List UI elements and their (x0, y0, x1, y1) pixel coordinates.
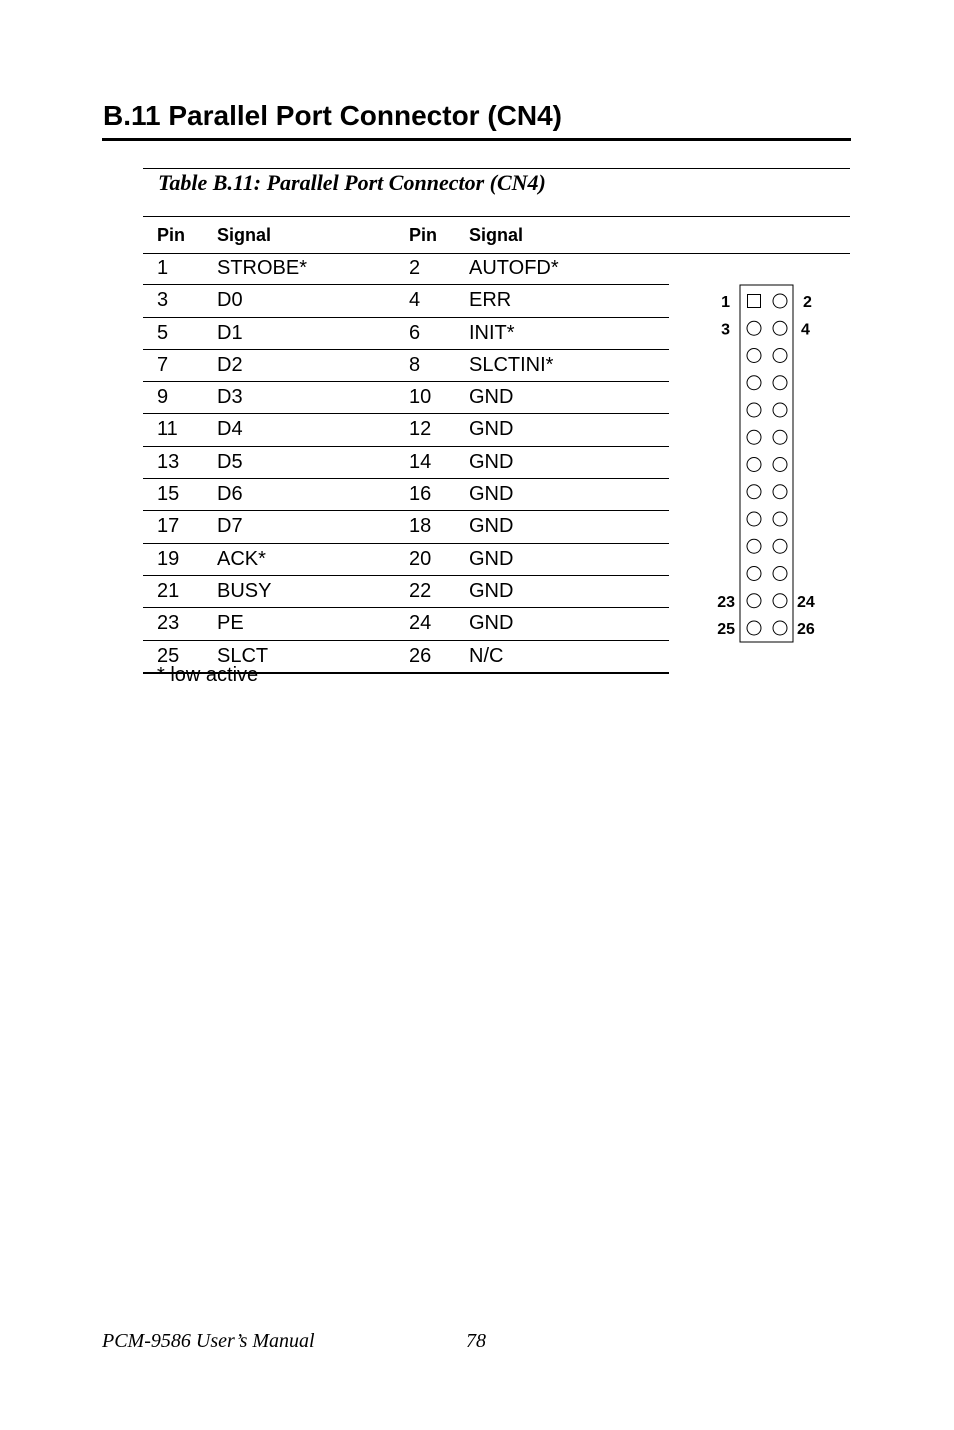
section-title: B.11 Parallel Port Connector (CN4) (103, 100, 563, 131)
pin-cell: 12 (409, 418, 432, 441)
pin-circle (773, 485, 787, 499)
pin-cell: 5 (157, 321, 169, 344)
pin-cell: 4 (409, 289, 421, 312)
signal-cell: INIT* (469, 321, 515, 344)
pin-circle (773, 294, 787, 308)
signal-cell: D1 (217, 321, 243, 344)
table-row (143, 350, 669, 382)
pin-cell: 19 (157, 547, 180, 570)
pin-cell: 20 (409, 547, 432, 570)
pin-circle (773, 621, 787, 635)
signal-cell: PE (217, 612, 244, 635)
signal-cell: GND (469, 418, 514, 441)
pin-circle (747, 621, 761, 635)
pin-circle (747, 458, 761, 472)
pin-cell: 17 (157, 515, 180, 538)
header-signal-1: Signal (217, 225, 272, 245)
table-caption: Table B.11: Parallel Port Connector (CN4) (158, 170, 546, 195)
header-pin-2: Pin (409, 225, 438, 245)
signal-cell: AUTOFD* (469, 257, 559, 279)
signal-cell: D0 (217, 289, 243, 312)
table-row (143, 447, 669, 479)
pin-cell: 3 (157, 289, 169, 312)
caption-rule (143, 216, 850, 217)
pin-cell: 23 (157, 612, 180, 635)
pin-cell: 24 (409, 612, 432, 635)
table-row (143, 544, 669, 576)
signal-cell: ACK* (217, 547, 266, 570)
table-row (143, 414, 669, 446)
pin-circle (747, 349, 761, 363)
pin-cell: 10 (409, 386, 432, 409)
pin-circle (773, 594, 787, 608)
pin-circle (747, 321, 761, 335)
pin-cell: 15 (157, 483, 180, 506)
pin-cell: 14 (409, 450, 432, 473)
pin-cell: 21 (157, 579, 180, 602)
connector-diagram (700, 280, 830, 650)
table-row (143, 318, 669, 350)
signal-cell: GND (469, 515, 514, 538)
footer-page-number: 78 (466, 1330, 486, 1352)
pin-circle (747, 512, 761, 526)
pin-circle (747, 594, 761, 608)
pin-cell: 22 (409, 579, 432, 602)
pin-circle (773, 512, 787, 526)
pin-circle (773, 321, 787, 335)
footnote: * low active (157, 664, 259, 686)
title-rule (102, 138, 851, 141)
pin-number-label: 2 (803, 294, 812, 311)
signal-cell: BUSY (217, 579, 272, 602)
connector-outline (740, 285, 793, 642)
signal-cell: N/C (469, 644, 504, 667)
table-row (143, 576, 669, 608)
signal-cell: GND (469, 579, 514, 602)
signal-cell: D6 (217, 483, 243, 506)
pin-circle (773, 430, 787, 444)
pin-cell: 2 (409, 257, 421, 279)
pin-circle (773, 539, 787, 553)
signal-cell: D5 (217, 450, 243, 473)
pin-cell: 26 (409, 644, 432, 667)
pin-circle (747, 430, 761, 444)
pin-number-label: 24 (797, 593, 815, 611)
pin-cell: 6 (409, 321, 421, 344)
pin-number-label: 4 (801, 321, 810, 339)
table-row (143, 382, 669, 414)
header-signal-2: Signal (469, 225, 524, 245)
signal-cell: ERR (469, 289, 512, 312)
signal-cell: GND (469, 612, 514, 635)
pin-cell: 8 (409, 353, 421, 376)
signal-cell: D3 (217, 386, 243, 409)
table-row (143, 253, 669, 285)
pin-number-label: 26 (797, 621, 815, 638)
signal-cell: GND (469, 547, 514, 570)
pin-number-label: 1 (721, 294, 730, 311)
table-row (143, 285, 669, 317)
pin-cell: 7 (157, 353, 169, 376)
pin-number-label: 3 (721, 321, 730, 339)
pin-circle (773, 376, 787, 390)
signal-cell: D4 (217, 418, 243, 441)
pin-circle (773, 567, 787, 581)
pin-cell: 1 (157, 257, 169, 279)
pin-table (143, 253, 669, 674)
signal-cell: D2 (217, 353, 243, 376)
table-row (143, 608, 669, 640)
pin-cell: 13 (157, 450, 180, 473)
pin-circle (773, 349, 787, 363)
footer-manual-name: PCM-9586 User’s Manual (102, 1330, 315, 1352)
header-pin-1: Pin (157, 225, 186, 245)
table-row (143, 479, 669, 511)
pin-1-square (748, 295, 761, 308)
pin-cell: 18 (409, 515, 432, 538)
signal-cell: D7 (217, 515, 243, 538)
signal-cell: GND (469, 450, 514, 473)
signal-cell: SLCT (217, 644, 269, 667)
pin-circle (773, 403, 787, 417)
pin-cell: 11 (157, 418, 178, 441)
pin-cell: 16 (409, 483, 432, 506)
signal-cell: STROBE* (217, 257, 308, 279)
pin-number-label: 25 (717, 621, 735, 638)
pin-circle (747, 403, 761, 417)
pin-cell: 25 (157, 644, 180, 667)
signal-cell: GND (469, 483, 514, 506)
pin-circle (747, 567, 761, 581)
pin-circle (747, 539, 761, 553)
pin-circle (747, 376, 761, 390)
pin-circle (747, 485, 761, 499)
table-row (143, 511, 669, 543)
signal-cell: GND (469, 386, 514, 409)
pin-circle (773, 458, 787, 472)
pin-cell: 9 (157, 386, 169, 409)
pin-number-label: 23 (717, 593, 735, 611)
signal-cell: SLCTINI* (469, 353, 554, 376)
